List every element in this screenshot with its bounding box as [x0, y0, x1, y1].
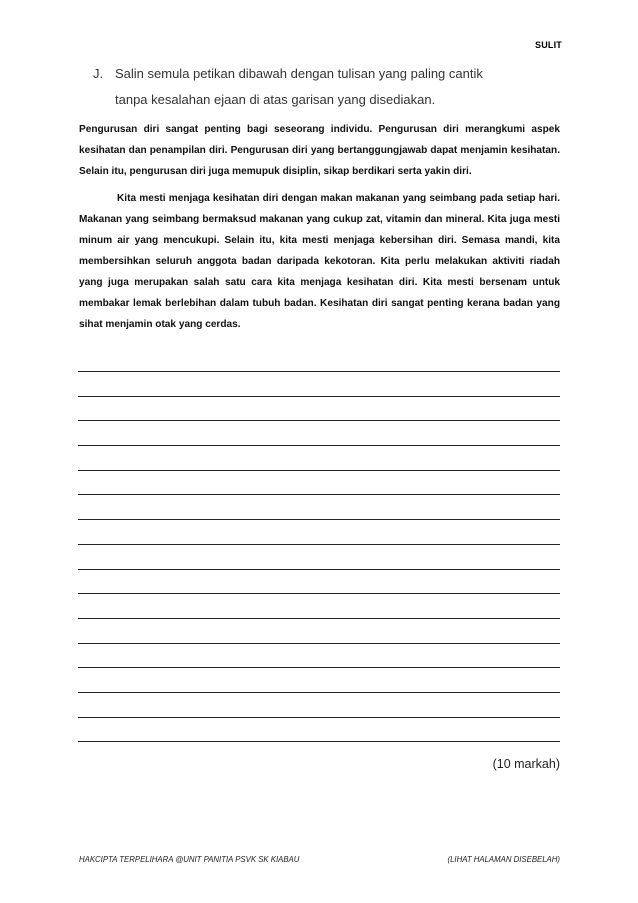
- question-number: J.: [93, 66, 104, 81]
- answer-line: [78, 569, 560, 571]
- answer-line: [78, 494, 560, 496]
- answer-line: [78, 371, 560, 373]
- answer-line: [78, 643, 560, 645]
- question-text-1: Salin semula petikan dibawah dengan tulisan yang paling cantik: [115, 66, 483, 81]
- question-instruction: [93, 61, 563, 113]
- marks-label: (10 markah): [492, 757, 560, 771]
- answer-line: [78, 470, 560, 472]
- answer-line: [78, 445, 560, 447]
- passage-paragraph-2: Kita mesti menjaga kesihatan diri dengan makan makanan yang seimbang pada setiap hari. Makanan yang seimbang bermaksud makanan yang cukup zat, vitamin dan mineral. Kita juga mesti minum air yang mencukupi. Selain itu, kita mesti menjaga kebersihan diri. Semasa mandi, kita membersihkan seluruh anggota badan daripada kekotoran. Kita perlu melakukan aktiviti riadah yang juga merupakan salah satu cara kita menjaga kesihatan diri. Kita mesti bersenam untuk membakar lemak berlebihan dalam tubuh badan. Kesihatan diri sangat penting kerana badan yang sihat menjamin otak yang cerdas.: [79, 193, 560, 330]
- answer-line: [78, 593, 560, 595]
- answer-line: [78, 741, 560, 743]
- answer-line: [78, 667, 560, 669]
- answer-line: [78, 519, 560, 521]
- answer-line: [78, 420, 560, 422]
- question-line-1: [93, 61, 563, 87]
- footer-copyright: HAKCIPTA TERPELIHARA @UNIT PANITIA PSVK SK KIABAU: [79, 855, 300, 864]
- answer-line: [78, 692, 560, 694]
- footer-next-page: (LIHAT HALAMAN DISEBELAH): [447, 855, 560, 864]
- answer-line: [78, 396, 560, 398]
- classification-label: SULIT: [535, 40, 562, 50]
- passage-paragraph-1: Pengurusan diri sangat penting bagi seseorang individu. Pengurusan diri merangkumi aspek kesihatan dan penampilan diri. Pengurusan diri yang bertanggungjawab dapat menjamin kesihatan. Selain itu, pengurusan diri juga memupuk disiplin, sikap berdikari serta yakin diri.: [79, 124, 560, 177]
- question-text-2: tanpa kesalahan ejaan di atas garisan yang disediakan.: [115, 92, 436, 107]
- answer-line: [78, 717, 560, 719]
- answer-line: [78, 544, 560, 546]
- answer-line: [78, 618, 560, 620]
- answer-lines: [78, 371, 560, 766]
